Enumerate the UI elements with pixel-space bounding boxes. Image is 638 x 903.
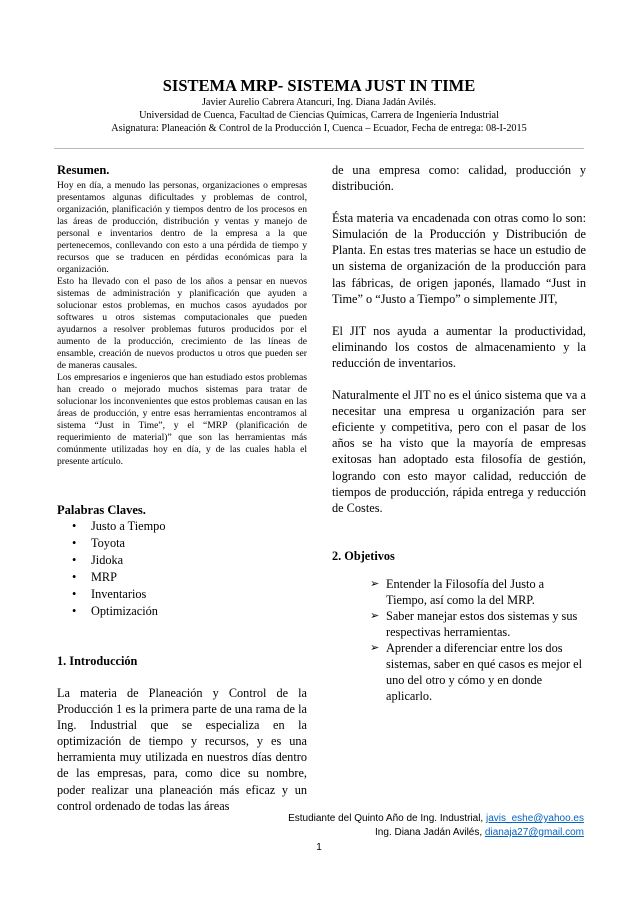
intro-paragraph-4: Naturalmente el JIT no es el único sistema que va a necesitar una empresa u organización para ser eficiente y competitiva, pero con el pasar de los años se ha visto que la mayoría de empresas exitosas han adoptado esta filosofía de gestión, logrando con esto mayor calidad, reducción de tiempos de producción, rápida entrega y reducción de Costes.: [332, 388, 586, 515]
objective-item: [370, 640, 586, 704]
abstract-paragraph-1: Hoy en día, a menudo las personas, organizaciones o empresas presentamos algunas dificultades y problemas de control, organización, planificación y tiempos dentro de los procesos en las áreas de producción, distribución y ventas y manejo de personal e inventarios dentro de la empresa a la que pertenecemos, conllevando con esto a una pérdida de tiempo y recursos que se traducen en pérdidas económicas para la organización.: [57, 180, 307, 275]
right-column: [332, 162, 586, 705]
footer-line-advisor: [288, 826, 584, 840]
course-line: Asignatura: Planeación & Control de la Producción I, Cuenca – Ecuador, Fecha de entrega: 08-I-2015: [111, 123, 527, 134]
authors-line: Javier Aurelio Cabrera Atancuri, Ing. Diana Jadán Avilés.: [201, 97, 437, 108]
intro-paragraph-2: Ésta materia va encadenada con otras como lo son: Simulación de la Producción y Distribución de Planta. En estas tres materias se hace un estudio de un sistema de organización de la producción para las fábricas, de origen japonés, llamado “Just in Time” o “Justo a Tiempo” o simplemente JIT,: [332, 211, 586, 306]
intro-paragraph-part-2: de una empresa como: calidad, producción y distribución.: [332, 163, 586, 194]
keyword-item: [72, 518, 307, 535]
paper-title: SISTEMA MRP- SISTEMA JUST IN TIME: [162, 76, 476, 95]
keyword-label: MRP: [91, 570, 117, 584]
keyword-label: Toyota: [91, 536, 125, 550]
abstract-paragraph-3: Los empresarios e ingenieros que han estudiado estos problemas han creado o mejorado muchos sistemas para tratar de solucionar los inconvenientes que estos problemas causan en las áreas de producción, y entre esas herramientas encontramos al sistema “Just in Time”, y el “MRP (planificación de requerimiento de material)” que son las herramientas más comúnmente utilizadas hoy en día, y de las cuales habla el presente artículo.: [57, 372, 307, 467]
footer-line-student: [288, 812, 584, 826]
keyword-label: Justo a Tiempo: [91, 519, 166, 533]
bullet-icon: •: [72, 604, 77, 618]
bullet-icon: •: [72, 587, 77, 601]
page-footer: [288, 812, 584, 840]
keyword-item: [72, 535, 307, 552]
affiliation-line: Universidad de Cuenca, Facultad de Ciencias Químicas, Carrera de Ingeniería Industrial: [139, 110, 499, 121]
paper-header: [0, 76, 638, 135]
intro-paragraph-part-1: La materia de Planeación y Control de la Producción 1 es la primera parte de una rama de la Ing. Industrial que se especializa en la optimización de tiempo y recursos, y es una herramienta muy utilizada en nuestros días dentro de las empresas, para, como dice su nombre, poder realizar una planeación más eficaz y un control ordenado de todas las áreas: [57, 686, 307, 813]
keywords-list: [57, 518, 307, 620]
abstract-paragraph-2: Esto ha llevado con el paso de los años a pensar en nuevos sistemas de administración y planificación que ayuden a solucionar estos problemas, en muchos casos ayudados por softwares u otros sistemas computacionales que pueden ayudarnos a resolver problemas futuros producidos por el aumento de la producción, crecimiento de las líneas de ensamble, creación de nuevos productos u otros que pueden ser de maneras causales.: [57, 276, 307, 371]
abstract-heading: Resumen.: [57, 163, 110, 177]
keyword-label: Inventarios: [91, 587, 147, 601]
page-number: 1: [316, 842, 322, 853]
advisor-email-link[interactable]: dianaja27@gmail.com: [484, 827, 584, 838]
objective-item: [370, 608, 586, 640]
intro-heading: 1. Introducción: [57, 654, 138, 668]
objective-item: [370, 576, 586, 608]
objective-label: Entender la Filosofía del Justo a Tiempo, así como la del MRP.: [386, 576, 545, 607]
footer-advisor-text: Ing. Diana Jadán Avilés,: [375, 827, 485, 838]
keyword-item: [72, 552, 307, 569]
keyword-item: [72, 586, 307, 603]
keyword-item: [72, 569, 307, 586]
bullet-icon: •: [72, 519, 77, 533]
keyword-item: [72, 603, 307, 620]
keyword-label: Optimización: [91, 604, 158, 618]
arrow-bullet-icon: ➢: [370, 642, 380, 655]
student-email-link[interactable]: javis_eshe@yahoo.es: [486, 813, 584, 824]
footer-student-text: Estudiante del Quinto Año de Ing. Industrial,: [288, 813, 486, 824]
keyword-label: Jidoka: [91, 553, 124, 567]
objective-label: Aprender a diferenciar entre los dos sistemas, saber en qué casos es mejor el uno del otro y cómo y en donde aplicarlo.: [386, 641, 583, 704]
bullet-icon: •: [72, 536, 77, 550]
header-divider: [54, 148, 584, 149]
arrow-bullet-icon: ➢: [370, 609, 380, 622]
arrow-bullet-icon: ➢: [370, 577, 380, 590]
objective-label: Saber manejar estos dos sistemas y sus respectivas herramientas.: [386, 608, 578, 640]
keywords-heading: Palabras Claves.: [57, 503, 146, 517]
left-column: [57, 162, 307, 814]
intro-paragraph-3: El JIT nos ayuda a aumentar la productividad, eliminando los costos de almacenamiento y la reducción de inventarios.: [332, 323, 586, 370]
bullet-icon: •: [72, 553, 77, 567]
objectives-list: [332, 576, 586, 705]
bullet-icon: •: [72, 570, 77, 584]
objectives-heading: 2. Objetivos: [332, 548, 395, 563]
